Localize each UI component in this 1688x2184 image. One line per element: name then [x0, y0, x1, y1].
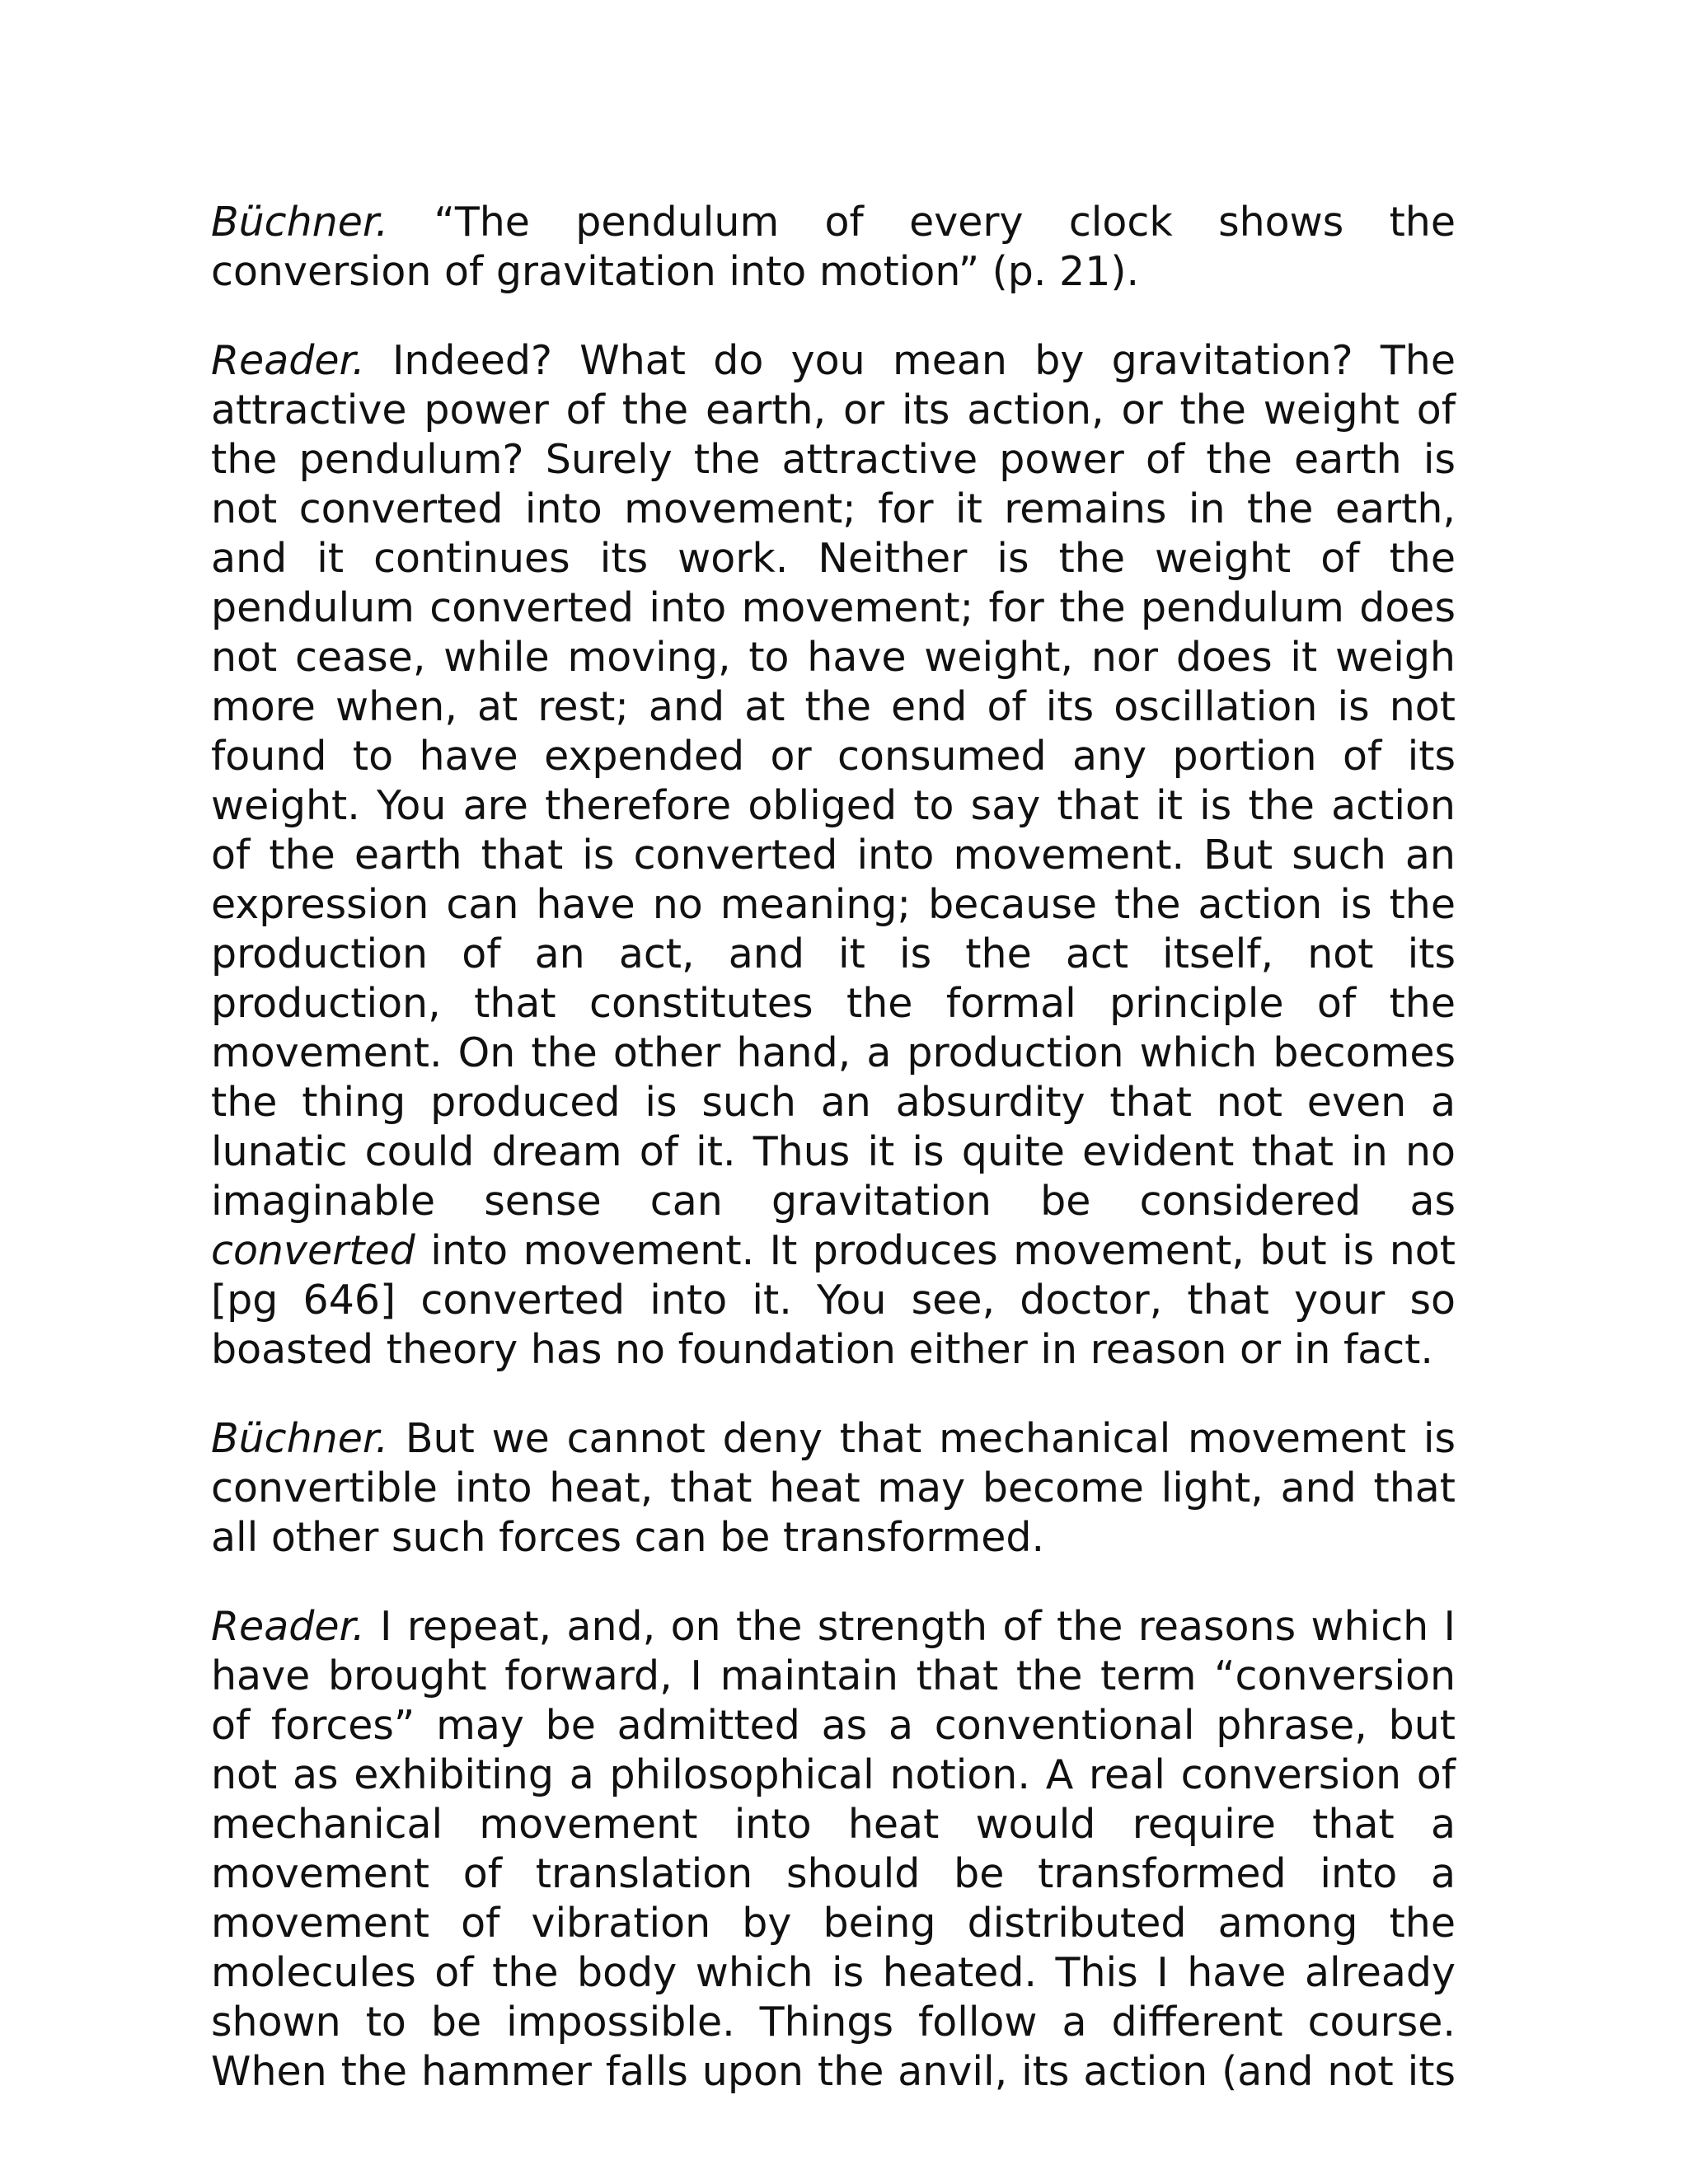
paragraph-reader-1 [211, 336, 1456, 1375]
paragraph-buchner-1 [211, 198, 1456, 297]
paragraph-text: But we cannot deny that mechanical movement is convertible into heat, that heat may become light, and that all other such forces can be transformed. [211, 1415, 1456, 1561]
paragraph-text: Indeed? What do you mean by gravitation? The attractive power of the earth, or its action, or the weight of the pendulum? Surely the attractive power of the earth is not converted into movement; for it remains in the earth, and it continues its work. Neither is the weight of the pendulum converted into movement; for the pendulum does not cease, while moving, to have weight, nor does it weigh more when, at rest; and at the end of its oscillation is not found to have expended or consumed any portion of its weight. You are therefore obliged to say that it is the action of the earth that is converted into movement. But such an expression can have no meaning; because the action is the production of an act, and it is the act itself, not its production, that constitutes the formal principle of the movement. On the other hand, a production which becomes the thing produced is such an absurdity that not even a lunatic could dream of it. Thus it is quite evident that in no imaginable sense can gravitation be considered as [211, 337, 1456, 1225]
emphasized-word: converted [211, 1227, 415, 1274]
paragraph-text: “The pendulum of every clock shows the conversion of gravitation into motion” (p. 21). [211, 199, 1456, 295]
speaker-label: Büchner. [211, 1415, 389, 1462]
speaker-label: Reader. [211, 1603, 365, 1650]
paragraph-reader-2 [211, 1602, 1456, 2097]
paragraph-text-continued: into movement. It produces movement, but is not [pg 646] converted into it. You see, doctor, that your so boasted theory has no foundation either in reason or in fact. [211, 1227, 1456, 1373]
document-page [211, 198, 1456, 2136]
speaker-label: Büchner. [211, 199, 389, 246]
speaker-label: Reader. [211, 337, 365, 384]
paragraph-buchner-2 [211, 1414, 1456, 1563]
paragraph-text: I repeat, and, on the strength of the reasons which I have brought forward, I maintain that the term “conversion of forces” may be admitted as a conventional phrase, but not as exhibiting a philosophical notion. A real conversion of mechanical movement into heat would require that a movement of translation should be transformed into a movement of vibration by being distributed among the molecules of the body which is heated. This I have already shown to be impossible. Things follow a different course. When the hammer falls upon the anvil, its action (and not its [211, 1603, 1456, 2095]
